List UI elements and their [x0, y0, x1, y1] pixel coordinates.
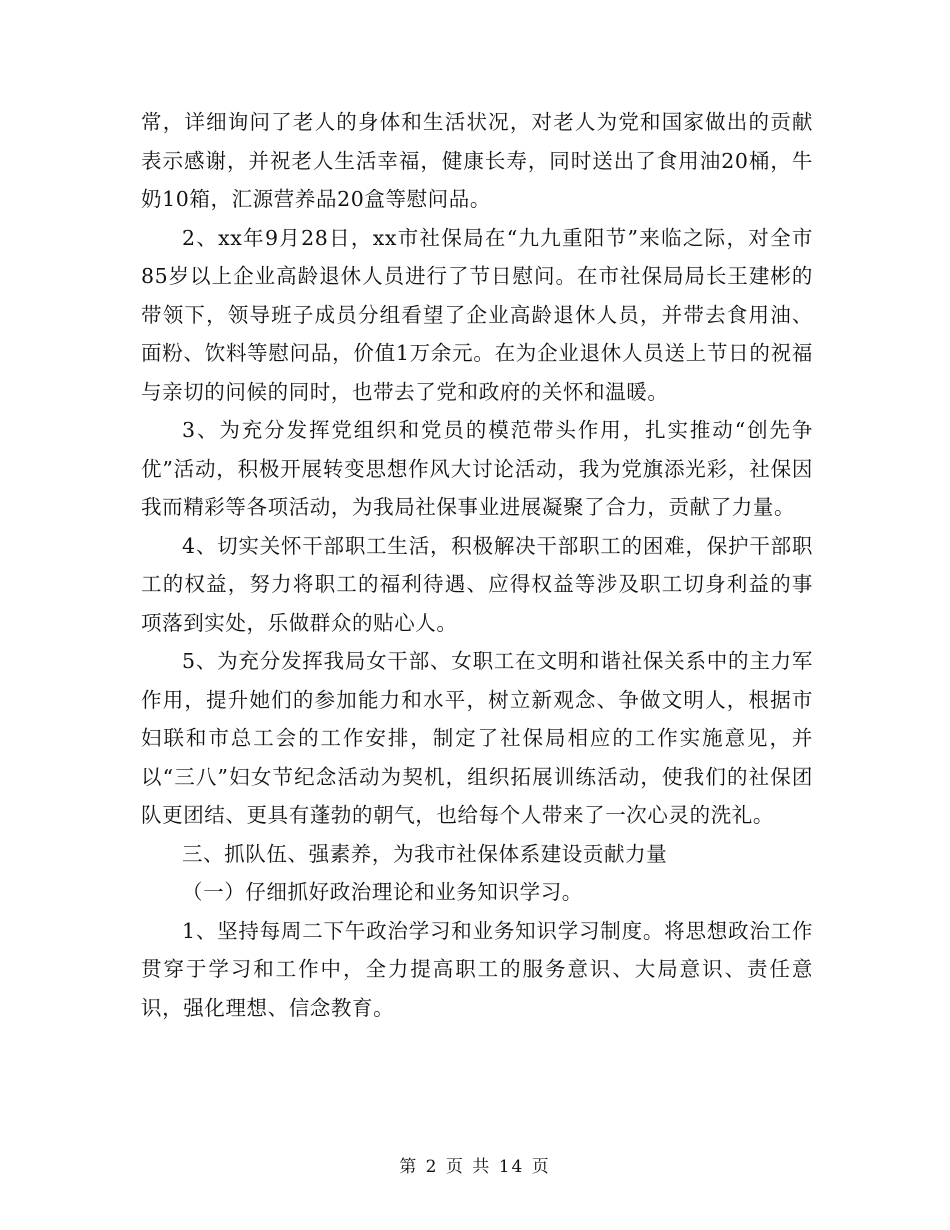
- paragraph-item-2: 2、xx年9月28日，xx市社保局在“九九重阳节”来临之际，对全市85岁以上企业高龄退休人员进行了节日慰问。在市社保局局长王建彬的带领下，领导班子成员分组看望了企业高龄退休人员，并带去食用油、面粉、饮料等慰问品，价值1万余元。在为企业退休人员送上节日的祝福与亲切的问候的同时，也带去了党和政府的关怀和温暖。: [141, 225, 813, 404]
- document-body: [141, 103, 813, 1027]
- paragraph-continuation: 常，详细询问了老人的身体和生活状况，对老人为党和国家做出的贡献表示感谢，并祝老人生活幸福，健康长寿，同时送出了食用油20桶，牛奶10箱，汇源营养品20盒等慰问品。: [141, 110, 813, 211]
- page-number-footer: 第 2 页 共 14 页: [399, 1157, 551, 1177]
- paragraph-item-5: 5、为充分发挥我局女干部、女职工在文明和谐社保关系中的主力军作用，提升她们的参加能力和水平，树立新观念、争做文明人，根据市妇联和市总工会的工作安排，制定了社保局相应的工作实施意见，并以“三八”妇女节纪念活动为契机，组织拓展训练活动，使我们的社保团队更团结、更具有蓬勃的朝气，也给每个人带来了一次心灵的洗礼。: [141, 649, 813, 827]
- section-heading-3: 三、抓队伍、强素养，为我市社保体系建设贡献力量: [182, 841, 668, 866]
- paragraph-item-4: 4、切实关怀干部职工生活，积极解决干部职工的困难，保护干部职工的权益，努力将职工的福利待遇、应得权益等涉及职工切身利益的事项落到实处，乐做群众的贴心人。: [141, 533, 813, 635]
- paragraph-subitem-1: 1、坚持每周二下午政治学习和业务知识学习制度。将思想政治工作贯穿于学习和工作中，全力提高职工的服务意识、大局意识、责任意识，强化理想、信念教育。: [141, 918, 813, 1020]
- paragraph-item-3: 3、为充分发挥党组织和党员的模范带头作用，扎实推动“创先争优”活动，积极开展转变思想作风大讨论活动，我为党旗添光彩，社保因我而精彩等各项活动，为我局社保事业进展凝聚了合力，贡献了力量。: [141, 418, 813, 519]
- subsection-heading-1: （一）仔细抓好政治理论和业务知识学习。: [182, 880, 583, 904]
